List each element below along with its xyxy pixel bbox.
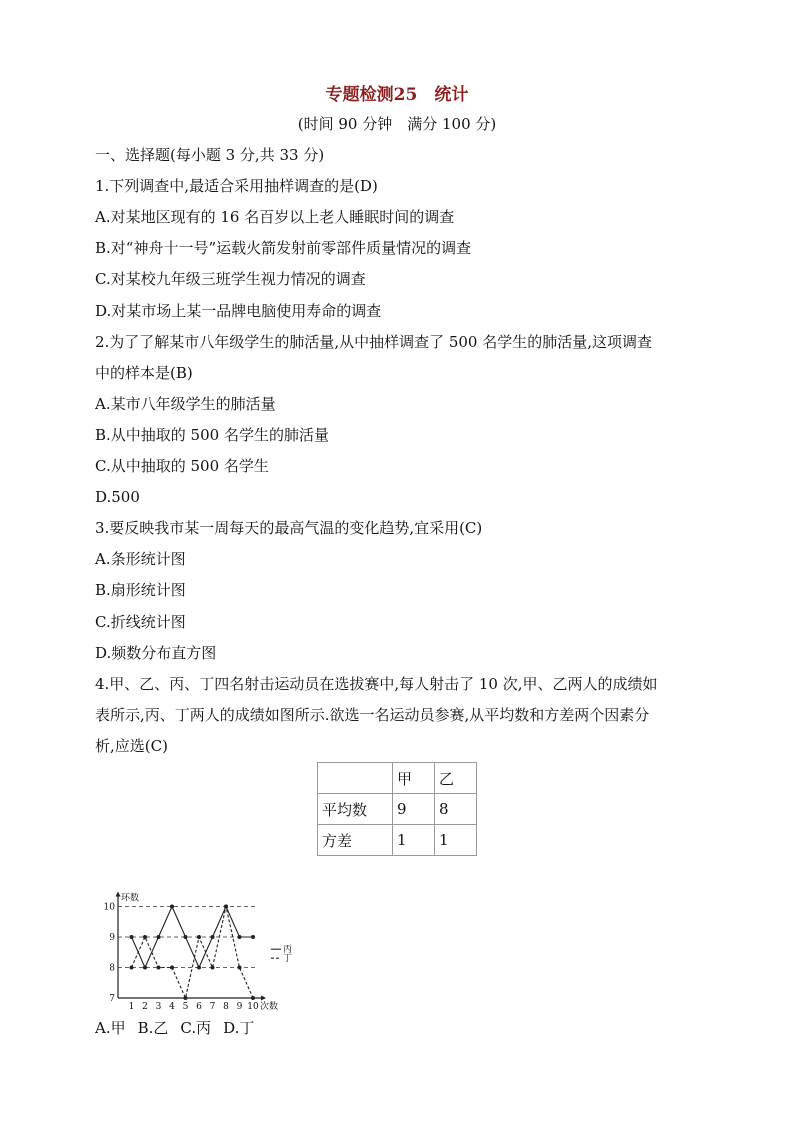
data-point: [184, 935, 188, 939]
y-axis-arrow: [116, 892, 121, 897]
data-point: [143, 966, 147, 970]
x-tick-label: 7: [209, 1002, 216, 1012]
x-tick-label: 6: [196, 1002, 202, 1012]
table-cell: [318, 763, 393, 794]
section-heading: 一、选择题(每小题 3 分,共 33 分): [95, 146, 325, 164]
answer-option: C.丙: [180, 1019, 212, 1037]
score-table: [317, 762, 477, 856]
answer-option: C.从中抽取的 500 名学生: [95, 457, 269, 475]
table-cell: 平均数: [318, 794, 393, 825]
data-point: [184, 996, 188, 1000]
answer-option: D.频数分布直方图: [95, 643, 217, 662]
answer-option: A.甲: [95, 1019, 126, 1037]
answer-option: D.对某市场上某一品牌电脑使用寿命的调查: [95, 301, 382, 320]
table-cell: 1: [435, 825, 477, 856]
data-point: [130, 935, 134, 939]
data-point: [197, 966, 201, 970]
data-point: [170, 905, 174, 909]
data-point: [143, 935, 147, 939]
y-axis-label: 环数: [121, 893, 140, 904]
data-point: [211, 966, 215, 970]
x-tick-label: 5: [182, 1002, 189, 1012]
table-header-row: [318, 763, 477, 794]
answer-option: A.条形统计图: [95, 550, 186, 569]
data-point: [251, 935, 255, 939]
page-subtitle: (时间 90 分钟 满分 100 分): [297, 115, 497, 133]
question-stem: 2.为了了解某市八年级学生的肺活量,从中抽样调查了 500 名学生的肺活量,这项调查: [95, 332, 653, 351]
q4-answer-options: [95, 1017, 266, 1038]
table-cell: 乙: [435, 763, 477, 794]
question-stem: 析,应选(C): [95, 736, 168, 755]
question-stem: 1.下列调查中,最适合采用抽样调查的是(D): [95, 177, 378, 196]
legend-label: 丁: [283, 954, 293, 965]
answer-option: D.丁: [223, 1019, 255, 1037]
table-cell: 1: [393, 825, 435, 856]
x-axis-label: 次数: [260, 1002, 279, 1012]
y-tick-label: 10: [103, 902, 115, 913]
x-tick-label: 2: [142, 1002, 148, 1012]
y-tick-label: 9: [109, 933, 115, 943]
question-stem: 表所示,丙、丁两人的成绩如图所示.欲选一名运动员参赛,从平均数和方差两个因素分: [95, 705, 650, 724]
data-point: [238, 966, 242, 970]
data-point: [211, 935, 215, 939]
table-cell: 9: [393, 794, 435, 825]
x-tick-label: 10: [247, 1002, 259, 1012]
table-cell: 方差: [318, 825, 393, 856]
y-tick-label: 8: [109, 963, 115, 974]
answer-option: A.对某地区现有的 16 名百岁以上老人睡眠时间的调查: [95, 208, 455, 227]
x-tick-label: 3: [155, 1002, 162, 1012]
table-row: [318, 794, 477, 825]
data-point: [238, 935, 242, 939]
data-point: [197, 935, 201, 939]
answer-option: B.扇形统计图: [95, 581, 186, 600]
data-point: [157, 935, 161, 939]
answer-option: B.对“神舟十一号”运载火箭发射前零部件质量情况的调查: [95, 239, 472, 258]
y-tick-label: 7: [109, 994, 115, 1004]
x-axis-arrow: [261, 996, 266, 1001]
answer-option: A.某市八年级学生的肺活量: [95, 394, 276, 413]
line-chart: [100, 888, 300, 1018]
x-tick-label: 9: [236, 1002, 243, 1012]
table-cell: 8: [435, 794, 477, 825]
x-tick-label: 8: [223, 1002, 229, 1012]
legend-label: 丙: [283, 945, 293, 956]
answer-option: C.对某校九年级三班学生视力情况的调查: [95, 270, 366, 289]
data-point: [130, 966, 134, 970]
question-stem: 中的样本是(B): [95, 363, 193, 382]
page-title: 专题检测25 统计: [325, 85, 469, 105]
answer-option: B.从中抽取的 500 名学生的肺活量: [95, 425, 329, 444]
question-stem: 4.甲、乙、丙、丁四名射击运动员在选拔赛中,每人射击了 10 次,甲、乙两人的成绩如: [95, 674, 658, 693]
question-stem: 3.要反映我市某一周每天的最高气温的变化趋势,宜采用(C): [95, 519, 483, 538]
table-cell: 甲: [393, 763, 435, 794]
table-row: [318, 825, 477, 856]
x-tick-label: 4: [169, 1002, 175, 1012]
answer-option: D.500: [95, 488, 140, 507]
data-point: [170, 966, 174, 970]
data-point: [157, 966, 161, 970]
answer-option: B.乙: [137, 1019, 169, 1037]
data-point: [224, 905, 228, 909]
answer-option: C.折线统计图: [95, 612, 186, 631]
x-tick-label: 1: [128, 1002, 135, 1012]
data-point: [251, 996, 255, 1000]
